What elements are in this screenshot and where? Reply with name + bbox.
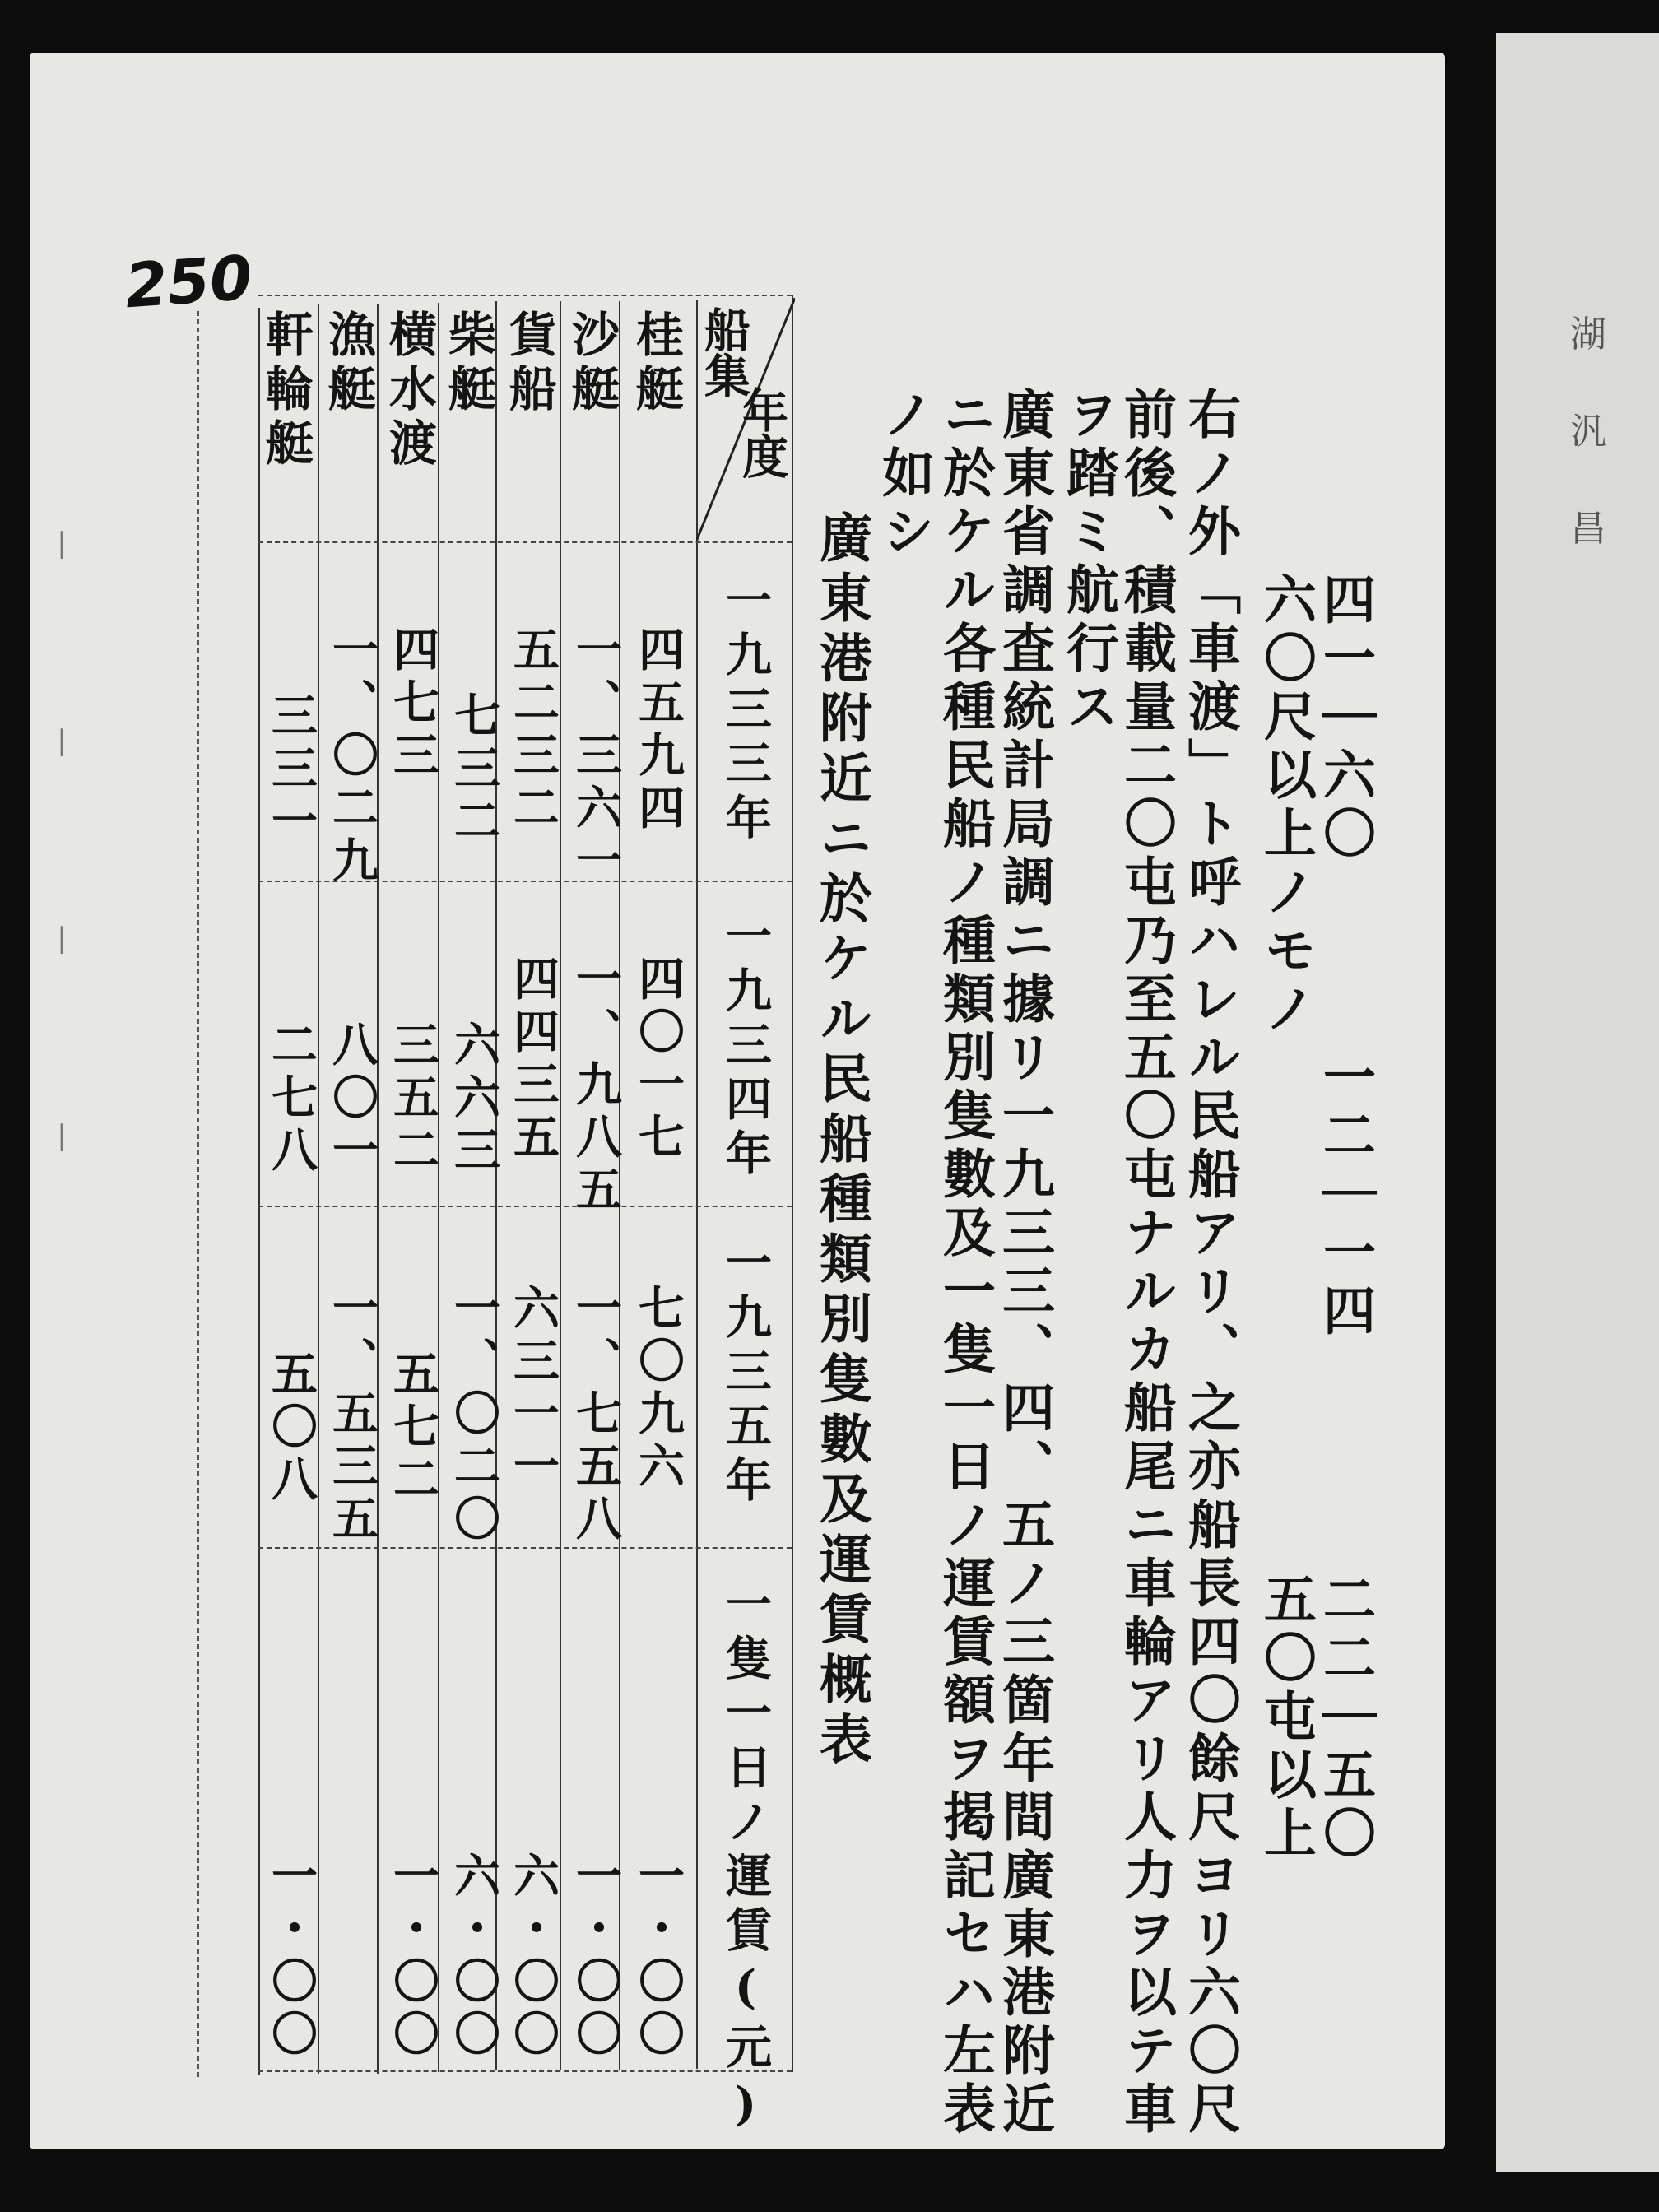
bleed-char: 湖 <box>1570 314 1606 356</box>
table-cell: 四四三五 <box>506 955 560 1165</box>
table-cell: 七三二 <box>447 691 501 849</box>
table-cell: 一、〇二〇 <box>447 1284 501 1547</box>
table-cell: 四七三 <box>386 625 440 783</box>
table-cell: 一、九八五 <box>569 955 623 1218</box>
prev-row-spec: 四一｜六〇 <box>1314 572 1376 864</box>
table-cell: 六三一一 <box>506 1284 560 1494</box>
body-line: 右ノ外「車渡」ト呼ハレル民船アリ、之亦船長四〇餘尺ヨリ六〇尺 <box>1179 387 1241 2140</box>
page-number: 250 <box>123 242 255 323</box>
table-cell: 五七二 <box>386 1350 440 1508</box>
row-name: 漁艇 <box>320 309 376 418</box>
table-cell: 一、七五八 <box>569 1284 623 1547</box>
table-cell: 五二三二 <box>506 625 560 836</box>
table-cell: 一・〇〇 <box>264 1852 318 2062</box>
row-name: 横水渡 <box>381 309 437 472</box>
table-cell: 一・〇〇 <box>569 1852 623 2062</box>
col-header-1933: 一九三三年 <box>718 576 773 848</box>
row-name: 沙艇 <box>564 309 620 418</box>
bleed-char: 汎 <box>1570 411 1606 453</box>
table-cell: 六・〇〇 <box>506 1852 560 2062</box>
table-cell: 三三一 <box>264 691 318 849</box>
table-cell: 一、三六一 <box>569 625 623 889</box>
table-cell: 六・〇〇 <box>447 1852 501 2062</box>
table-cell: 二七八 <box>264 1020 318 1178</box>
table-cell: 一、〇二九 <box>325 625 379 889</box>
row-name: 軒輪艇 <box>258 309 314 472</box>
corner-year-label: 年度 <box>735 387 789 479</box>
table-cell: 四五九四 <box>631 625 685 836</box>
table-cell: 一・〇〇 <box>631 1852 685 2062</box>
table-cell: 六六三 <box>447 1020 501 1178</box>
body-line: ヲ踏ミ航行ス <box>1057 387 1119 737</box>
bleed-char: 昌 <box>1570 508 1606 550</box>
bleed-mark: | <box>57 724 67 757</box>
table-cell: 三五二 <box>386 1020 440 1178</box>
corner-type-label: 船集 <box>697 306 751 398</box>
prev-row2-count: 二二｜五〇 <box>1314 1572 1376 1864</box>
body-line: 廣東省調査統計局調ニ據リ一九三三、四、五ノ三箇年間廣東港附近 <box>993 387 1055 2140</box>
row-name: 桂艇 <box>628 309 684 418</box>
col-header-1934: 一九三四年 <box>718 912 773 1183</box>
table-cell: 五〇八 <box>264 1350 318 1508</box>
col-header-1935: 一九三五年 <box>718 1238 773 1510</box>
body-line: ニ於ケル各種民船ノ種類別隻數及一隻一日ノ運賃額ヲ掲記セハ左表 <box>934 387 996 2140</box>
table-cell: 一・〇〇 <box>386 1852 440 2062</box>
prev-row-count: 一二｜一四 <box>1314 1049 1376 1341</box>
bleed-mark: | <box>57 527 67 560</box>
table-cell: 八〇一 <box>325 1020 379 1178</box>
body-line: 前後、積載量二〇屯乃至五〇屯ナルカ船尾ニ車輪アリ人力ヲ以テ車 <box>1115 387 1177 2140</box>
prev-row2-load: 五〇屯以上 <box>1255 1572 1317 1864</box>
table-cell: 一、五三五 <box>325 1284 379 1547</box>
body-line: ノ如シ <box>873 387 935 562</box>
table-cell: 七〇九六 <box>631 1284 685 1494</box>
table-title: 廣東港附近ニ於ケル民船種類別隻數及運賃概表 <box>811 510 872 1772</box>
col-header-fare: 一隻一日ノ運賃(元) <box>718 1580 773 2140</box>
prev-row-extra: 六〇尺以上ノモノ <box>1255 572 1317 1039</box>
bleed-mark: | <box>57 922 67 955</box>
row-name: 貨船 <box>501 309 557 418</box>
row-name: 柴艇 <box>440 309 496 418</box>
bleed-mark: | <box>57 1119 67 1152</box>
table-cell: 四〇一七 <box>631 955 685 1165</box>
